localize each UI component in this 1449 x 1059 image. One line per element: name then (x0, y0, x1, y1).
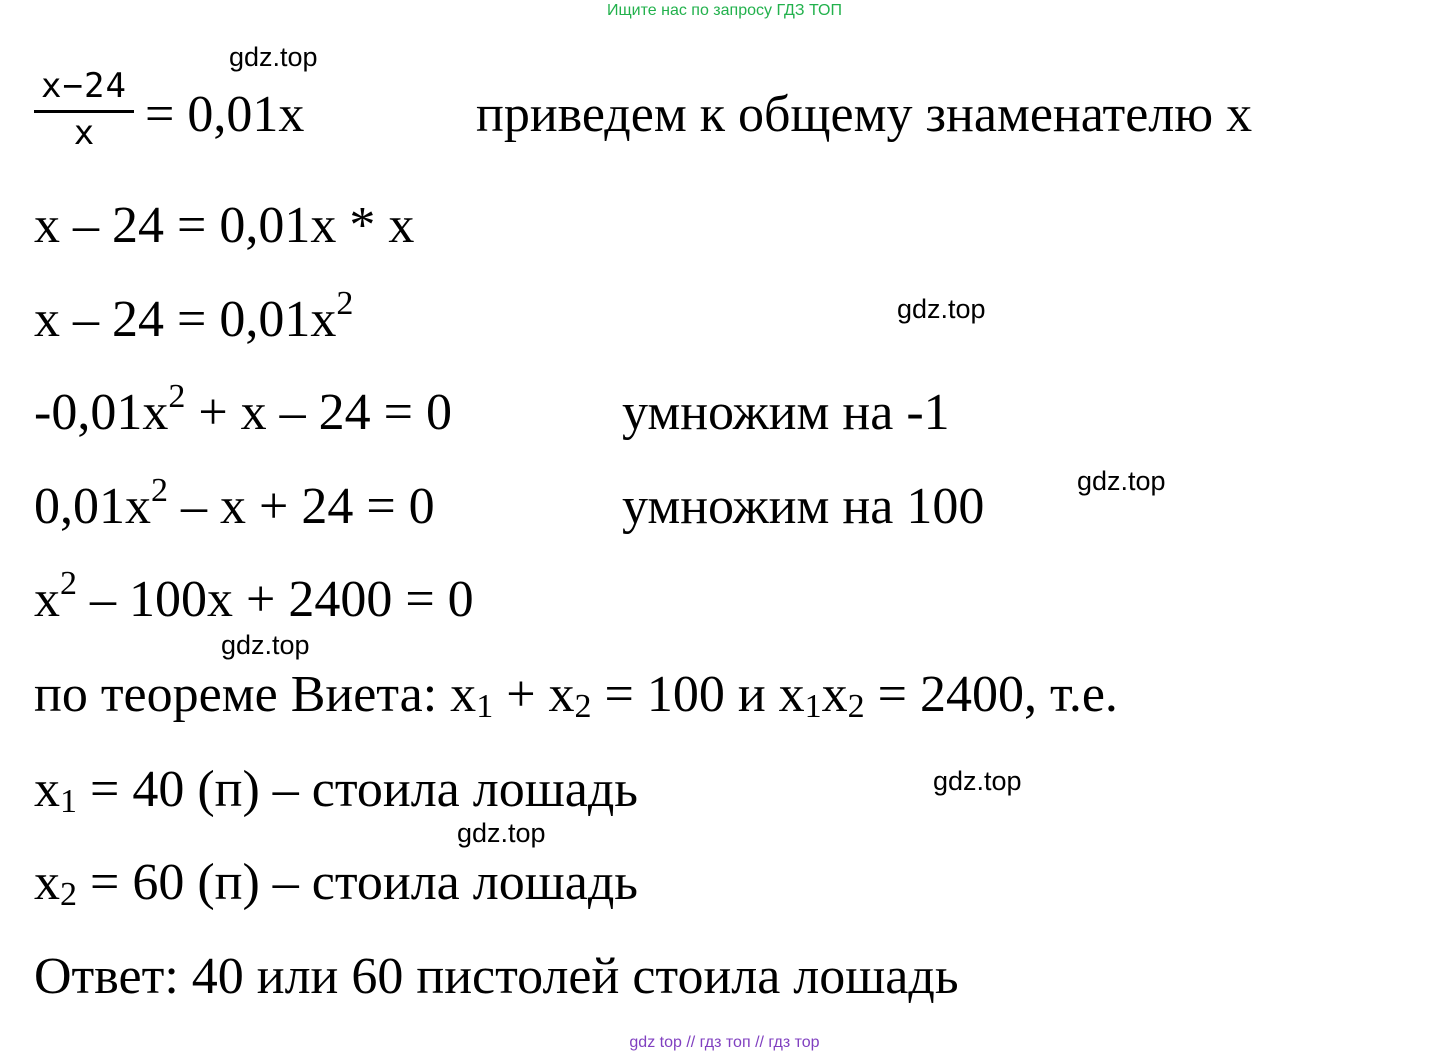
root-1-line: $x_1 = 40$ (п) – стоила лошадь (34, 761, 639, 820)
watermark: gdz.top (897, 294, 986, 324)
fraction-denominator: x (73, 113, 95, 153)
watermark: gdz.top (457, 818, 546, 848)
answer-line: Ответ: 40 или 60 пистолей стоила лошадь (34, 948, 959, 1005)
equation-4: $-0,01x^2 + x - 24 = 0$ (34, 378, 452, 441)
root-2-line: $x_2 = 60$ (п) – стоила лошадь (34, 854, 639, 913)
footer-links[interactable]: gdz top // гдз топ // гдз тор (629, 1034, 820, 1051)
watermark: gdz.top (221, 630, 310, 660)
fraction (34, 66, 134, 153)
note-multiply-neg-one: умножим на -1 (622, 384, 950, 441)
note-common-denominator: приведем к общему знаменателю x (476, 86, 1253, 143)
watermark: gdz.top (933, 766, 1022, 796)
equation-3: $x - 24 = 0,01x^2$ (34, 285, 354, 348)
top-banner: Ищите нас по запросу ГДЗ ТОП (607, 2, 842, 19)
equation-6: $x^2 - 100x + 2400 = 0$ (34, 565, 474, 628)
vieta-line: по теореме Виета: $x_1 + x_2 = 100$ и $x_1x_2 = 2400$, т.е. (34, 666, 1118, 725)
note-multiply-100: умножим на 100 (622, 478, 985, 535)
equation-5: $0,01x^2 - x + 24 = 0$ (34, 472, 435, 535)
equation-1-rhs: = 0,01x (145, 86, 305, 143)
equation-2: x – 24 = 0,01x * x (34, 197, 415, 254)
watermark: gdz.top (229, 42, 318, 72)
fraction-numerator: x−24 (41, 66, 127, 106)
watermark: gdz.top (1077, 466, 1166, 496)
